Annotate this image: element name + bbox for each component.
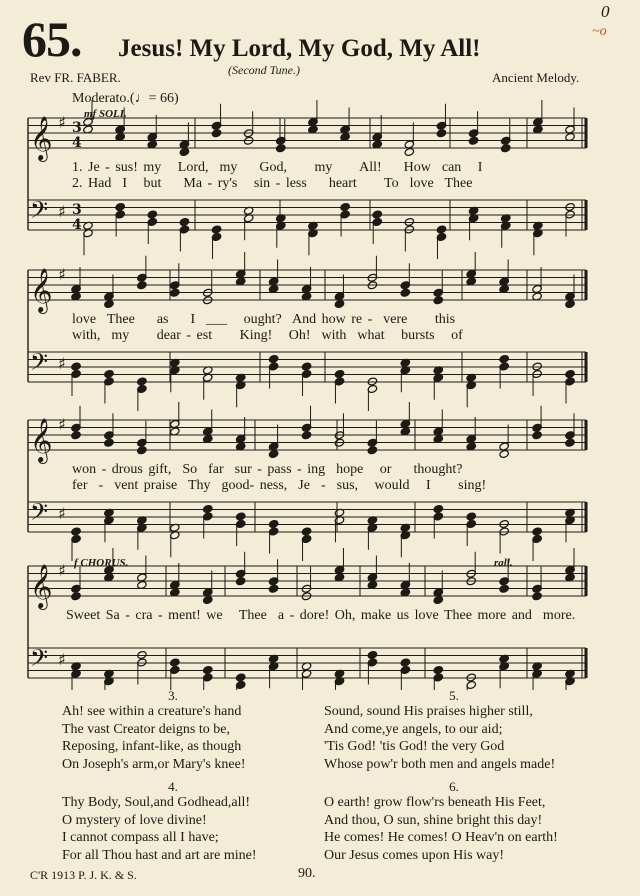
- time-signature-top: 3: [72, 202, 82, 218]
- lyric-line: 2. Had I but Ma - ry's sin - less heart To love Thee: [72, 176, 473, 191]
- verse-3: Ah! see within a creature's hand The vast Creator deigns to be, Reposing, infant-like, as though On Joseph's arm,or Mary's knee!: [62, 704, 246, 772]
- note-head: [170, 288, 180, 297]
- treble-clef-icon: 𝄞: [30, 116, 53, 160]
- note-head: [104, 369, 114, 378]
- note-head: [499, 584, 509, 593]
- note-head: [71, 592, 81, 601]
- lyric-line: with, my dear - est King! Oh! with what bursts of: [72, 328, 463, 343]
- verse-number: 4.: [168, 779, 178, 794]
- key-signature-sharp: ♯: [58, 561, 66, 580]
- note-head: [137, 281, 147, 290]
- note-head: [436, 225, 446, 234]
- tempo-marking: Moderato.(♩= 66): [72, 91, 179, 106]
- note-head: [301, 527, 311, 536]
- page-number: 90.: [298, 866, 316, 881]
- note-head: [400, 288, 410, 297]
- note-head: [179, 147, 189, 156]
- note-head: [268, 449, 278, 458]
- lyric-line: 1. Je - sus! my Lord, my God, my All! How can I: [72, 160, 483, 175]
- note-head: [466, 512, 476, 521]
- note-head: [404, 217, 414, 226]
- note-head: [71, 527, 81, 536]
- bass-clef-icon: 𝄢: [30, 196, 49, 229]
- corner-mark-red: ~o: [592, 24, 607, 39]
- treble-clef-icon: 𝄞: [30, 418, 53, 462]
- note-head: [211, 225, 221, 234]
- verse-number: 6.: [449, 779, 459, 794]
- note-head: [400, 658, 410, 667]
- note-head: [147, 210, 157, 219]
- note-head: [104, 299, 114, 308]
- hymn-title: Jesus! My Lord, My God, My All!: [118, 35, 481, 62]
- key-signature-sharp: ♯: [58, 265, 66, 284]
- dynamic-chorus: f CHORUS.: [74, 557, 129, 569]
- key-signature-sharp: ♯: [58, 202, 66, 221]
- note-head: [268, 584, 278, 593]
- note-head: [235, 577, 245, 586]
- note-head: [466, 673, 476, 682]
- time-signature-bottom: 4: [72, 217, 82, 233]
- time-signature-top: 3: [72, 120, 82, 136]
- lyric-line: fer - vent praise Thy good- ness, Je - sus, would I sing!: [72, 478, 487, 493]
- note-head: [532, 592, 542, 601]
- verse-6: O earth! grow flow'rs beneath His Feet, And thou, O sun, shine bright this day! He comes! He comes! O Heav'n on earth! Our Jesus comes upon His way!: [324, 795, 558, 863]
- note-head: [367, 650, 377, 659]
- note-head: [211, 129, 221, 138]
- verse-4: Thy Body, Soul,and Godhead,all! O mystery of love divine! I cannot compass all I have; For all Thou hast and art are mine!: [62, 795, 257, 863]
- note-head: [276, 144, 286, 153]
- time-signature-bottom: 4: [72, 135, 82, 151]
- note-head: [532, 527, 542, 536]
- key-signature-sharp: ♯: [58, 354, 66, 373]
- note-head: [499, 449, 509, 458]
- note-head: [433, 595, 443, 604]
- note-head: [334, 299, 344, 308]
- treble-clef-icon: 𝄞: [30, 564, 53, 608]
- note-head: [367, 446, 377, 455]
- hymn-number: 65.: [22, 11, 82, 67]
- dynamic-rall: rall.: [494, 557, 513, 569]
- note-head: [468, 136, 478, 145]
- note-head: [565, 369, 575, 378]
- tune-note: (Second Tune.): [228, 63, 300, 77]
- note-head: [433, 665, 443, 674]
- note-head: [334, 369, 344, 378]
- lyric-line: won - drous gift, So far sur - pass - ing hope or thought?: [72, 462, 463, 477]
- key-signature-sharp: ♯: [58, 504, 66, 523]
- note-head: [433, 296, 443, 305]
- note-head: [340, 202, 350, 211]
- note-head: [268, 519, 278, 528]
- melody-source: Ancient Melody.: [492, 70, 580, 85]
- note-head: [268, 354, 278, 363]
- note-head: [367, 377, 377, 386]
- note-head: [235, 512, 245, 521]
- note-head: [433, 504, 443, 513]
- note-head: [565, 202, 575, 211]
- note-head: [203, 665, 213, 674]
- note-head: [71, 431, 81, 440]
- note-head: [115, 202, 125, 211]
- key-signature-sharp: ♯: [58, 415, 66, 434]
- note-head: [137, 446, 147, 455]
- note-head: [501, 144, 511, 153]
- dynamic-solo: mf SOLI.: [84, 108, 127, 120]
- author: Rev FR. FABER.: [30, 70, 121, 85]
- verse-5: Sound, sound His praises higher still, And come,ye angels, to our aid; 'Tis God! 'tis God! the very God Whose pow'r both men and angels made!: [324, 704, 556, 772]
- treble-clef-icon: 𝄞: [30, 268, 53, 312]
- note-head: [301, 362, 311, 371]
- bass-clef-icon: 𝄢: [30, 644, 49, 677]
- note-head: [301, 431, 311, 440]
- note-head: [372, 210, 382, 219]
- bass-clef-icon: 𝄢: [30, 498, 49, 531]
- note-head: [137, 377, 147, 386]
- verse-number: 5.: [449, 688, 459, 703]
- note-head: [235, 673, 245, 682]
- note-head: [104, 438, 114, 447]
- corner-mark: 0: [601, 2, 610, 21]
- lyric-line: love Thee as I ___ ought? And how re - vere this: [72, 312, 456, 327]
- note-head: [179, 217, 189, 226]
- note-head: [203, 504, 213, 513]
- note-head: [170, 658, 180, 667]
- note-head: [565, 438, 575, 447]
- note-head: [203, 595, 213, 604]
- note-head: [404, 147, 414, 156]
- lyric-line: Sweet Sa - cra - ment! we Thee a - dore! Oh, make us love Thee more and more.: [66, 608, 576, 623]
- note-head: [137, 650, 147, 659]
- note-head: [532, 431, 542, 440]
- note-head: [499, 519, 509, 528]
- note-head: [499, 354, 509, 363]
- key-signature-sharp: ♯: [58, 650, 66, 669]
- note-head: [71, 362, 81, 371]
- note-head: [532, 362, 542, 371]
- bass-clef-icon: 𝄢: [30, 348, 49, 381]
- verse-number: 3.: [168, 688, 178, 703]
- copyright: C'R 1913 P. J. K. & S.: [30, 868, 137, 882]
- note-head: [565, 299, 575, 308]
- key-signature-sharp: ♯: [58, 113, 66, 132]
- note-head: [436, 129, 446, 138]
